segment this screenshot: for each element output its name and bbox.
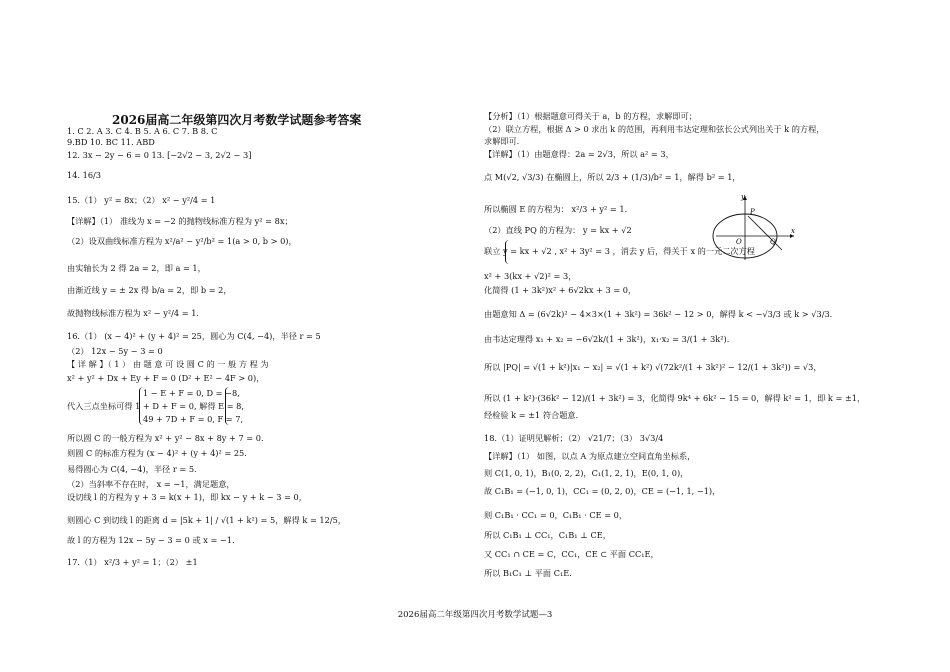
page-footer: 2026届高二年级第四次月考数学试题—3 (397, 610, 553, 620)
answer-line: 15.（1） y² = 8x；（2） x² − y²/4 = 1 (67, 195, 216, 205)
answer-line: 所以 (1 + k²)·(36k² − 12)/(1 + 3k²) = 3，化简得 9k⁴ + 6k² − 15 = 0，解得 k² = 1，即 k = ±1， (484, 393, 866, 403)
answer-line: 1. C 2. A 3. C 4. B 5. A 6. C 7. B 8. C (67, 126, 218, 136)
answer-line: 则圆心 C 到切线 l 的距离 d = |5k + 1| / √(1 + k²) = 5，解得 k = 12/5， (67, 515, 346, 525)
answer-line: 所以 C₁B₁ ⊥ CC₁，C₁B₁ ⊥ CE， (484, 530, 611, 540)
answer-line: x² + 3(kx + √2)² = 3， (484, 271, 577, 281)
answer-line: 所以椭圆 E 的方程为： x²/3 + y² = 1． (484, 204, 633, 214)
page-title: 2026届高二年级第四次月考数学试题参考答案 (112, 113, 362, 127)
point-q-label: Q (770, 238, 776, 246)
answer-line: 由实轴长为 2 得 2a = 2，即 a = 1， (67, 263, 206, 273)
answer-line: 17.（1） x²/3 + y² = 1；（2） ±1 (67, 557, 198, 567)
answer-line: 【 详 解 】（ 1 ） 由 题 意 可 设 圆 C 的 一 般 方 程 为 (67, 359, 269, 369)
answer-line: 由韦达定理得 x₁ + x₂ = −6√2k/(1 + 3k²)，x₁·x₂ = 3/(1 + 3k²)． (484, 334, 735, 344)
answer-line: 9.BD 10. BC 11. ABD (67, 137, 155, 147)
answer-line: 求解即可． (484, 136, 525, 146)
answer-line: 故 l 的方程为 12x − 5y − 3 = 0 或 x = −1． (67, 535, 241, 545)
answer-line: 18.（1）证明见解析；（2） √21/7；（3） 3√3/4 (484, 433, 664, 443)
answer-line: （2）当斜率不存在时， x = −1，满足题意， (67, 479, 235, 489)
answer-line: （2）联立方程，根据 Δ > 0 求出 k 的范围，再利用韦达定理和弦长公式列出关于 k 的方程， (484, 124, 825, 134)
answer-line: 所以 B₁C₁ ⊥ 平面 C₁E． (484, 568, 578, 578)
origin-label: O (736, 238, 742, 246)
answer-line: （2）直线 PQ 的方程为： y = kx + √2 (484, 225, 632, 235)
y-axis-label: y (741, 193, 745, 201)
answer-line: 设切线 l 的方程为 y + 3 = k(x + 1)，即 kx − y + k − 3 = 0， (67, 492, 307, 502)
answer-line: 联立 y = kx + √2 , x² + 3y² = 3 ，消去 y 后，得关于 x 的一元二次方程 (484, 246, 755, 256)
answer-line: 【分析】（1）根据题意可得关于 a，b 的方程，求解即可； (484, 111, 697, 121)
answer-line: 化简得 (1 + 3k²)x² + 6√2kx + 3 = 0， (484, 285, 637, 295)
answer-line: x² + y² + Dx + Ey + F = 0 (D² + E² − 4F > 0)， (67, 373, 265, 383)
answer-line: 49 + 7D + F = 0, F = 7, (143, 414, 244, 424)
answer-line: 则圆 C 的标准方程为 (x − 4)² + (y + 4)² = 25． (67, 448, 253, 458)
answer-line: 故抛物线标准方程为 x² − y²/4 = 1． (67, 308, 205, 318)
answer-line: 则 C(1, 0, 1)，B₁(0, 2, 2)，C₁(1, 2, 1)，E(0, 1, 0)， (484, 468, 689, 478)
answer-line: 代入三点坐标可得 1 + D + F = 0, 解得 E = 8, (67, 401, 244, 411)
x-axis-label: x (791, 227, 795, 235)
answer-line: （2） 12x − 5y − 3 = 0 (67, 346, 163, 356)
answer-line: 经检验 k = ±1 符合题意． (484, 410, 584, 420)
answer-line: （2）设双曲线标准方程为 x²/a² − y²/b² = 1(a > 0, b > 0)， (67, 236, 297, 246)
answer-line: 所以圆 C 的一般方程为 x² + y² − 8x + 8y + 7 = 0． (67, 433, 270, 443)
answer-line: 【详解】（1） 如图，以点 A 为原点建立空间直角坐标系， (484, 451, 696, 461)
answer-line: 14. 16/3 (67, 170, 102, 180)
answer-line: 【详解】（1） 准线为 x = −2 的抛物线标准方程为 y² = 8x； (67, 216, 293, 226)
answer-line: 1 − E + F = 0, D = −8, (143, 388, 240, 398)
answer-line: 12. 3x − 2y − 6 = 0 13. [−2√2 − 3, 2√2 − 3] (67, 150, 252, 160)
answer-line: 故 C₁B₁ = (−1, 0, 1)，CC₁ = (0, 2, 0)，CE = (−1, 1, −1)， (484, 486, 721, 496)
answer-line: 16.（1） (x − 4)² + (y + 4)² = 25，圆心为 C(4, −4)，半径 r = 5 (67, 331, 321, 341)
answer-line: 由题意知 Δ = (6√2k)² − 4×3×(1 + 3k²) = 36k² − 12 > 0，解得 k < −√3/3 或 k > √3/3． (484, 309, 838, 319)
answer-line: 点 M(√2, √3/3) 在椭圆上，所以 2/3 + (1/3)/b² = 1，解得 b² = 1， (484, 172, 741, 182)
answer-line: 由渐近线 y = ± 2x 得 b/a = 2，即 b = 2， (67, 285, 232, 295)
answer-line: 【详解】（1）由题意得：2a = 2√3，所以 a² = 3， (484, 149, 674, 159)
answer-line: 易得圆心为 C(4, −4)，半径 r = 5． (67, 464, 203, 474)
point-p-label: P (750, 208, 755, 216)
answer-line: 又 CC₁ ∩ CE = C，CC₁，CE ⊂ 平面 CC₁E， (484, 549, 659, 559)
answer-line: 则 C₁B₁ · CC₁ = 0，C₁B₁ · CE = 0， (484, 510, 628, 520)
ellipse-figure (708, 192, 798, 262)
answer-line: 所以 |PQ| = √(1 + k²)|x₁ − x₂| = √(1 + k²) √(72k²/(1 + 3k²)² − 12/(1 + 3k²)) = √3， (484, 362, 822, 372)
